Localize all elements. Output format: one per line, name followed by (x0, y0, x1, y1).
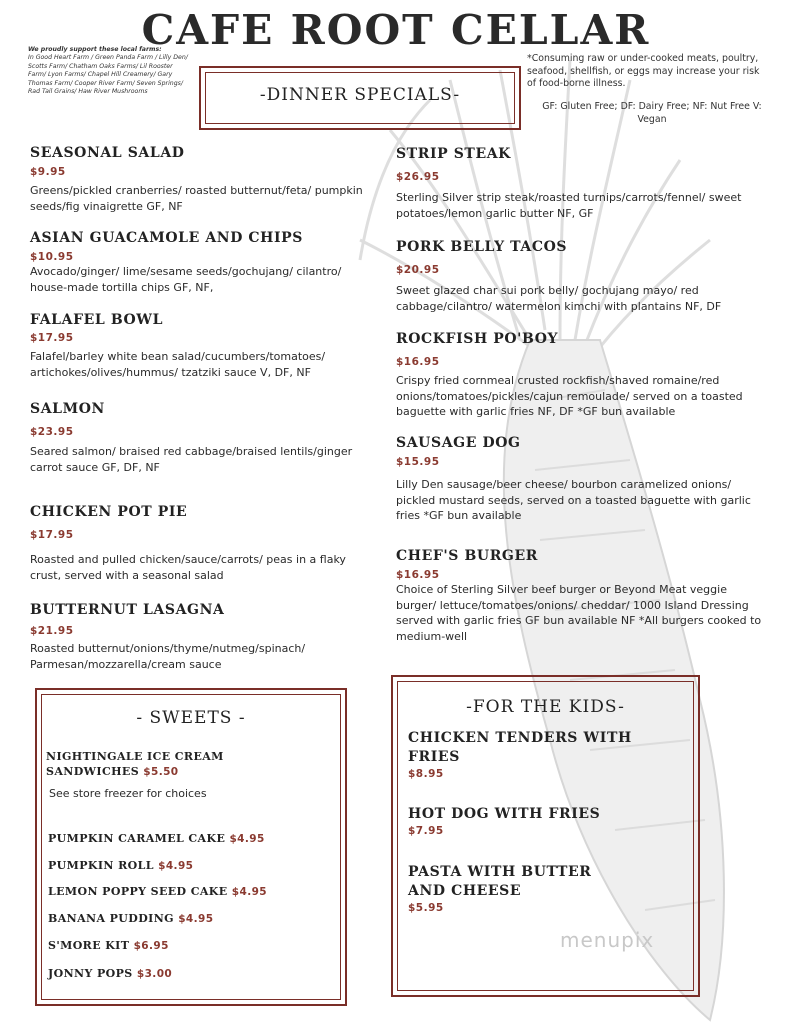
dinner-specials-heading: -DINNER SPECIALS- (259, 85, 461, 105)
sweets-item-name: PUMPKIN ROLL (48, 859, 154, 872)
sweets-item (48, 832, 265, 845)
sweets-item-name: JONNY POPS (48, 967, 133, 980)
item-name: STRIP STEAK (396, 146, 511, 162)
local-farms-heading: We proudly support these local farms: (28, 46, 162, 53)
item-price: $16.95 (396, 569, 440, 581)
kids-item (408, 729, 668, 780)
sweets-item-price: $4.95 (158, 860, 194, 872)
sweets-item-price: $6.95 (133, 940, 169, 952)
item-description: Roasted and pulled chicken/sauce/carrots/ peas in a flaky crust, served with a seasonal salad (30, 553, 346, 582)
menu-item (30, 230, 365, 295)
sweets-feature-note: See store freezer for choices (49, 787, 207, 800)
menu-item (30, 504, 365, 583)
item-description: Falafel/barley white bean salad/cucumbers/tomatoes/ artichokes/olives/hummus/ tzatziki sauce V, DF, NF (30, 350, 326, 379)
item-price: $17.95 (30, 332, 74, 344)
kids-heading: -FOR THE KIDS- (466, 697, 625, 717)
item-description: Sweet glazed char sui pork belly/ gochujang mayo/ red cabbage/cilantro/ watermelon kimchi with plantains NF, DF (396, 284, 722, 313)
item-name: ROCKFISH PO'BOY (396, 331, 559, 347)
local-farms-list: In Good Heart Farm / Green Panda Farm / Lilly Den/ Scotts Farm/ Chatham Oaks Farms/ Lil Rooster Farm/ Lyon Farms/ Chapel Hill Creamery/ Gary Thomas Farm/ Cooper River Farm/ Seven Springs/ Rad Tail Grains/ Haw River Mushrooms (28, 54, 188, 96)
sweets-feature-line2: SANDWICHES (46, 765, 140, 778)
menu-item (396, 548, 768, 644)
item-name: PORK BELLY TACOS (396, 239, 568, 255)
restaurant-title: CAFE ROOT CELLAR (141, 6, 651, 54)
item-price: $23.95 (30, 426, 74, 438)
menu-item (30, 401, 365, 475)
sweets-item-price: $4.95 (231, 886, 268, 898)
item-description: Sterling Silver strip steak/roasted turnips/carrots/fennel/ sweet potatoes/lemon garlic butter NF, GF (396, 191, 742, 220)
item-description: Choice of Sterling Silver beef burger or Beyond Meat veggie burger/ lettuce/tomatoes/onions/ cheddar/ 1000 Island Dressing served with garlic fries GF bun available NF *All burgers cooked to medium-well (396, 583, 762, 643)
sweets-item-price: $3.00 (136, 968, 173, 980)
item-description: Greens/pickled cranberries/ roasted butternut/feta/ pumpkin seeds/fig vinaigrette GF, NF (30, 184, 363, 213)
sweets-feature-line1: NIGHTINGALE ICE CREAM (46, 750, 224, 763)
menu-item (396, 435, 768, 524)
sweets-item-price: $4.95 (178, 913, 214, 925)
sweets-item-name: PUMPKIN CARAMEL CAKE (48, 832, 226, 845)
kids-item (408, 863, 628, 914)
sweets-item-name: S'MORE KIT (48, 939, 130, 952)
watermark: menupix (560, 928, 655, 952)
item-price: $26.95 (396, 171, 440, 183)
kids-item-price: $7.95 (408, 825, 444, 837)
item-name: BUTTERNUT LASAGNA (30, 602, 225, 618)
kids-item-name: CHICKEN TENDERS WITH FRIES (408, 730, 632, 765)
menu-item (396, 239, 768, 314)
sweets-box (35, 688, 347, 1006)
item-description: Seared salmon/ braised red cabbage/braised lentils/ginger carrot sauce GF, DF, NF (30, 445, 353, 474)
item-description: Roasted butternut/onions/thyme/nutmeg/spinach/ Parmesan/mozzarella/cream sauce (30, 642, 306, 671)
menu-item (396, 146, 768, 221)
kids-item-price: $5.95 (408, 902, 444, 914)
item-description: Avocado/ginger/ lime/sesame seeds/gochujang/ cilantro/ house-made tortilla chips GF, NF, (30, 265, 342, 294)
sweets-heading: - SWEETS - (136, 708, 246, 728)
item-name: SAUSAGE DOG (396, 435, 521, 451)
menu-item (30, 145, 365, 214)
item-description: Lilly Den sausage/beer cheese/ bourbon caramelized onions/ pickled mustard seeds, served on a toasted baguette with garlic fries *GF bun available (396, 478, 751, 522)
item-name: SALMON (30, 401, 105, 417)
item-name: CHEF'S BURGER (396, 548, 538, 564)
sweets-item (48, 859, 193, 872)
menu-item (30, 602, 365, 672)
kids-item-name: PASTA WITH BUTTER AND CHEESE (408, 864, 592, 899)
dietary-legend: GF: Gluten Free; DF: Dairy Free; NF: Nut Free V: Vegan (542, 101, 762, 125)
item-price: $17.95 (30, 529, 74, 541)
item-name: ASIAN GUACAMOLE AND CHIPS (30, 230, 303, 246)
item-description: Crispy fried cornmeal crusted rockfish/shaved romaine/red onions/tomatoes/pickles/cajun remoulade/ served on a toasted baguette with garlic fries NF, DF *GF bun available (396, 374, 743, 418)
kids-item (408, 805, 668, 837)
sweets-item (48, 912, 213, 925)
item-price: $16.95 (396, 356, 440, 368)
item-price: $20.95 (396, 264, 440, 276)
item-price: $21.95 (30, 625, 74, 637)
item-name: CHICKEN POT PIE (30, 504, 188, 520)
dinner-specials-banner (199, 66, 521, 130)
item-name: FALAFEL BOWL (30, 312, 164, 328)
local-farms-note (28, 46, 188, 96)
sweets-item-price: $4.95 (229, 833, 265, 845)
item-price: $10.95 (30, 251, 74, 263)
menu-item (396, 331, 768, 420)
sweets-item-name: BANANA PUDDING (48, 912, 174, 925)
sweets-item-name: LEMON POPPY SEED CAKE (48, 885, 228, 898)
kids-item-price: $8.95 (408, 768, 444, 780)
kids-item-name: HOT DOG WITH FRIES (408, 806, 601, 822)
sweets-feature-price: $5.50 (143, 766, 179, 778)
sweets-item (48, 939, 169, 952)
food-safety-notice: *Consuming raw or under-cooked meats, poultry, seafood, shellfish, or eggs may increase your risk of food-borne illness. (527, 53, 760, 89)
sweets-item (48, 967, 172, 980)
menu-item (30, 312, 365, 380)
item-price: $9.95 (30, 166, 66, 178)
sweets-feature-name (46, 749, 224, 780)
item-price: $15.95 (396, 456, 440, 468)
item-name: SEASONAL SALAD (30, 145, 185, 161)
sweets-item (48, 885, 267, 898)
